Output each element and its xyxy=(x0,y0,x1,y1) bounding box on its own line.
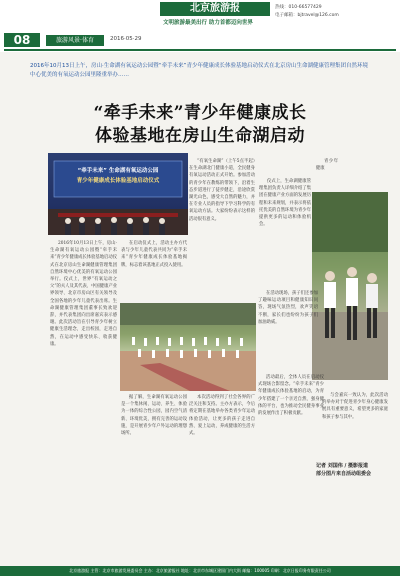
walkers-illustration xyxy=(312,192,388,380)
article-column-7 xyxy=(189,394,255,530)
section-tag: 旅游风景·体育 xyxy=(46,35,104,46)
issue-date: 2016·05·29 xyxy=(110,36,142,42)
sports-field-photo xyxy=(120,303,256,391)
headline-line-2: 体验基地在房山生命湖启动 xyxy=(95,126,305,146)
field-illustration xyxy=(120,303,256,391)
masthead-phone: 热线：010-66577429 xyxy=(275,5,322,10)
column-9-text: 与会嘉宾一致认为，此次活动的举办对于促进青少年身心健康发展具有重要意义，希望更多的家庭和孩子参与其中。 xyxy=(322,393,388,420)
article-column-6 xyxy=(121,394,187,530)
column-4-text: 仪式上，生命湖健康管理集团负责人详细介绍了集团在健康产业方面的发展历程和未来规划，并表示将依托优美的自然环境为青少年提供更多的运动和体验机会。 xyxy=(259,179,311,228)
column-3-text: “有氧生命湖”（上午5点半起）在生命湖北门健康小道，全民健身有氧运动活动正式开始。参加活动的青少年在教练的带领下，沿着生态步道进行了徒步健走，沿途欣赏湖光山色，感受大自然的魅力，并在专业人员的指导下学习科学的有氧运动方法。大家纷纷表示这样的活动很有意义。 xyxy=(189,159,255,222)
article-column-2 xyxy=(121,240,187,302)
column-6-text: 据了解，生命湖有氧运动公园是一个集休闲、运动、养生、体验为一体的综合性公园，园内空气清新、环境优美，拥有完善的运动设施，是开展青少年户外运动的理想场所。 xyxy=(121,395,187,437)
column-2-text: 在启动仪式上，活动主办方代表与少年儿童代表共同为“牵手未来”青少年健康成长体验基地揭牌，标志着该基地正式投入使用。 xyxy=(121,241,187,268)
lead-paragraph: 2016年10月13日上午，房山·生命湖有氧运动公园暨“牵手未来”青少年健康成长体验基地启动仪式在北京房山生命湖健康管理集团自然环境中心优美的有氧运动公园里隆重举办…… xyxy=(30,63,368,78)
column-10-text: 青少年健康 xyxy=(316,159,338,172)
article-column-1 xyxy=(50,240,117,530)
article-column-10 xyxy=(316,158,338,188)
header-divider xyxy=(4,49,396,51)
headline-line-1: “牵手未来”青少年健康成长 xyxy=(93,103,307,123)
article-column-9 xyxy=(322,392,388,462)
page-footer: 北京旅游报 主管：北京市旅游发展委员会 主办：北京旅游报社 地址：北京市东城区建国门内大街 邮编：100005 印刷：北京日报印务有限责任公司 xyxy=(0,566,400,576)
article-column-3 xyxy=(189,158,255,313)
article-column-5 xyxy=(258,290,318,370)
article-column-8 xyxy=(258,374,324,530)
article-column-4 xyxy=(259,178,311,288)
banner-text-line-2: 青少年健康成长体验基地启动仪式 xyxy=(76,178,160,184)
column-5-text: 在活动现场，孩子们还参加了趣味运动项目和健康知识问答，现场气氛热烈，欢声笑语不断，家长们也纷纷为孩子们加油助威。 xyxy=(258,291,318,325)
page-number: 08 xyxy=(4,33,40,47)
hiking-group-photo xyxy=(312,192,388,380)
banner-text-line-1: “牵手未来” 生命湖有氧运动公园 xyxy=(77,168,159,174)
column-7-text: 本次活动得到了社会各界的广泛关注和支持。主办方表示，今后将定期在基地举办各类青少年运动体验活动，让更多的孩子走进自然、爱上运动，养成健康的生活方式。 xyxy=(189,395,255,437)
column-8-text: 活动最后，全体人员在启动仪式现场合影留念。“牵手未来”青少年健康成长体验基地的启动，为青少年搭建了一个亲近自然、强身健体的平台，也为推动全民健身事业的发展作出了积极贡献。 xyxy=(258,375,324,417)
column-1-text: 2016年10月13日上午，房山·生命湖有氧运动公园暨“牵手未来”青少年健康成长体验基地启动仪式在北京房山生命湖健康管理集团自然环境中心优美的有氧运动公园举行。仪式上，世界“有氧运动之父”的夫人及其代表、中国健康产业界领导、北京市房山区有关领导及全国各地的少年儿童代表出席。生命湖健康管理集团董事长致欢迎辞，并代表集团向出席嘉宾表示感谢。此次活动旨在引导青少年树立健康生活理念，走出校园，走进自然，在运动中感受快乐、收获健康。 xyxy=(50,241,117,347)
newspaper-masthead: 北京旅游报 xyxy=(160,2,270,16)
masthead-email: 电子邮箱：bjtravel@126.com xyxy=(275,13,339,18)
photo-caption: 记者 刘国伟 / 摄影报道 部分图片来自活动组委会 xyxy=(316,463,372,477)
masthead-subtitle: 文明旅游最美出行 助力首都迈向世界 xyxy=(163,20,253,26)
